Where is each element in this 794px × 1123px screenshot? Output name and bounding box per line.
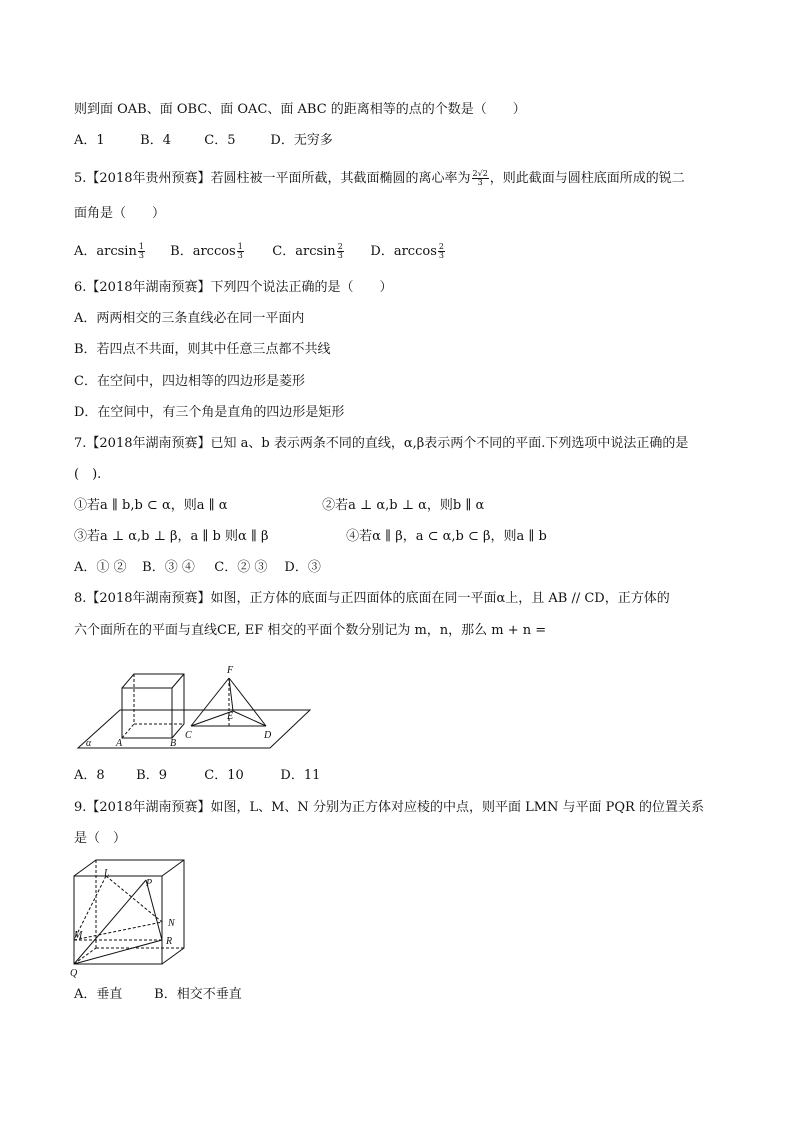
q5-option-c-den: 3 bbox=[337, 251, 343, 260]
q8-options bbox=[74, 767, 320, 785]
q5-options bbox=[74, 243, 446, 261]
label-B: B bbox=[170, 738, 177, 749]
q5-stem-part2: ，则此截面与圆柱底面所成的锐二 bbox=[489, 171, 685, 186]
q5-option-a-den: 3 bbox=[138, 251, 144, 260]
label-alpha: α bbox=[86, 738, 92, 749]
q6-option-a[interactable]: A．两两相交的三条直线必在同一平面内 bbox=[74, 311, 305, 326]
label-N: N bbox=[168, 918, 175, 929]
q7-option-a[interactable]: A．① ② bbox=[74, 560, 127, 575]
q5-option-a-num: 1 bbox=[138, 242, 144, 251]
q5-eccentricity-fraction bbox=[472, 170, 489, 187]
label-A: A bbox=[116, 738, 123, 749]
q5-stem-line2: 面角是（ ） bbox=[74, 206, 166, 221]
q5-option-b[interactable] bbox=[170, 243, 268, 261]
q7-statement-1: ①若a ∥ b,b ⊂ α，则a ∥ α bbox=[74, 498, 228, 513]
label-Q: Q bbox=[70, 968, 78, 978]
q5-option-c-label: C．arcsin bbox=[272, 244, 336, 259]
q7-statements-row2 bbox=[74, 528, 547, 546]
q7-options bbox=[74, 559, 321, 577]
q5-option-d-label: D．arccos bbox=[370, 244, 437, 259]
q8-option-b[interactable]: B．9 bbox=[136, 768, 167, 783]
q4-option-c[interactable]: C．5 bbox=[204, 133, 236, 148]
q4-option-b[interactable]: B．4 bbox=[140, 133, 171, 148]
q5-option-b-label: B．arccos bbox=[170, 244, 236, 259]
q8-option-d[interactable]: D．11 bbox=[280, 768, 321, 783]
label-R: R bbox=[166, 936, 173, 947]
label-D: D bbox=[264, 730, 272, 741]
q5-option-d-num: 2 bbox=[438, 242, 444, 251]
q7-statements-row1 bbox=[74, 497, 484, 515]
q4-option-d[interactable]: D．无穷多 bbox=[270, 133, 333, 148]
q7-option-d[interactable]: D．③ bbox=[284, 560, 321, 575]
q6-option-b[interactable]: B．若四点不共面，则其中任意三点都不共线 bbox=[74, 342, 331, 357]
q7-statement-4: ④若α ∥ β，a ⊂ α,b ⊂ β，则a ∥ b bbox=[346, 529, 547, 544]
q5-option-b-num: 1 bbox=[237, 242, 243, 251]
q6-option-c[interactable]: C．在空间中，四边相等的四边形是菱形 bbox=[74, 374, 305, 389]
q5-frac-numerator: 2√2 bbox=[472, 169, 488, 178]
q6-option-d[interactable]: D．在空间中，有三个角是直角的四边形是矩形 bbox=[74, 405, 345, 420]
q7-stem-line2: ( ). bbox=[74, 467, 102, 482]
label-F: F bbox=[227, 665, 234, 676]
q9-option-b[interactable]: B．相交不垂直 bbox=[154, 987, 242, 1002]
q7-statement-3: ③若a ⊥ α,b ⊥ β，a ∥ b 则α ∥ β bbox=[74, 529, 269, 544]
label-C: C bbox=[185, 730, 192, 741]
q9-options bbox=[74, 986, 242, 1004]
q7-stem-line1: 7.【2018年湖南预赛】已知 a、b 表示两条不同的直线，α,β表示两个不同的平面.下列选项中说法正确的是 bbox=[74, 436, 689, 451]
q4-options bbox=[74, 132, 333, 150]
q9-stem-line2: 是（ ） bbox=[74, 831, 127, 846]
q8-option-c[interactable]: C．10 bbox=[204, 768, 244, 783]
q9-figure bbox=[66, 856, 186, 978]
q5-option-c[interactable] bbox=[272, 243, 366, 261]
label-E: E bbox=[227, 711, 234, 722]
q9-stem-line1: 9.【2018年湖南预赛】如图，L、M、N 分别为正方体对应棱的中点，则平面 LMN 与平面 PQR 的位置关系 bbox=[74, 800, 704, 815]
label-P: P bbox=[146, 878, 153, 889]
q5-option-a[interactable] bbox=[74, 243, 166, 261]
plane-alpha bbox=[78, 710, 310, 748]
cube bbox=[122, 674, 184, 738]
q8-stem-line2: 六个面所在的平面与直线CE, EF 相交的平面个数分别记为 m，n，那么 m + n = bbox=[74, 623, 547, 638]
q7-option-b[interactable]: B．③ ④ bbox=[142, 560, 195, 575]
q8-figure bbox=[74, 660, 314, 752]
q5-stem-part1: 5.【2018年贵州预赛】若圆柱被一平面所截，其截面椭圆的离心率为 bbox=[74, 171, 471, 186]
q6-stem: 6.【2018年湖南预赛】下列四个说法正确的是（ ） bbox=[74, 280, 393, 295]
q7-option-c[interactable]: C．② ③ bbox=[214, 560, 268, 575]
label-L: L bbox=[104, 868, 110, 879]
q5-stem-line1 bbox=[74, 170, 685, 188]
q9-option-a[interactable]: A．垂直 bbox=[74, 987, 123, 1002]
q5-option-a-label: A．arcsin bbox=[74, 244, 137, 259]
q8-option-a[interactable]: A．8 bbox=[74, 768, 105, 783]
q5-frac-denominator: 3 bbox=[477, 178, 483, 187]
q8-stem-line1: 8.【2018年湖南预赛】如图，正方体的底面与正四面体的底面在同一平面α上，且 AB // CD，正方体的 bbox=[74, 591, 670, 606]
q5-option-c-num: 2 bbox=[337, 242, 343, 251]
q4-option-a[interactable]: A．1 bbox=[74, 133, 105, 148]
q4-tail-text: 则到面 OAB、面 OBC、面 OAC、面 ABC 的距离相等的点的个数是（ ） bbox=[74, 102, 526, 117]
q5-option-d[interactable] bbox=[370, 243, 446, 261]
label-M: M bbox=[74, 930, 83, 941]
cube-9 bbox=[74, 860, 184, 964]
q5-option-b-den: 3 bbox=[237, 251, 243, 260]
q5-option-d-den: 3 bbox=[438, 251, 444, 260]
q7-statement-2: ②若a ⊥ α,b ⊥ α，则b ∥ α bbox=[322, 498, 485, 513]
